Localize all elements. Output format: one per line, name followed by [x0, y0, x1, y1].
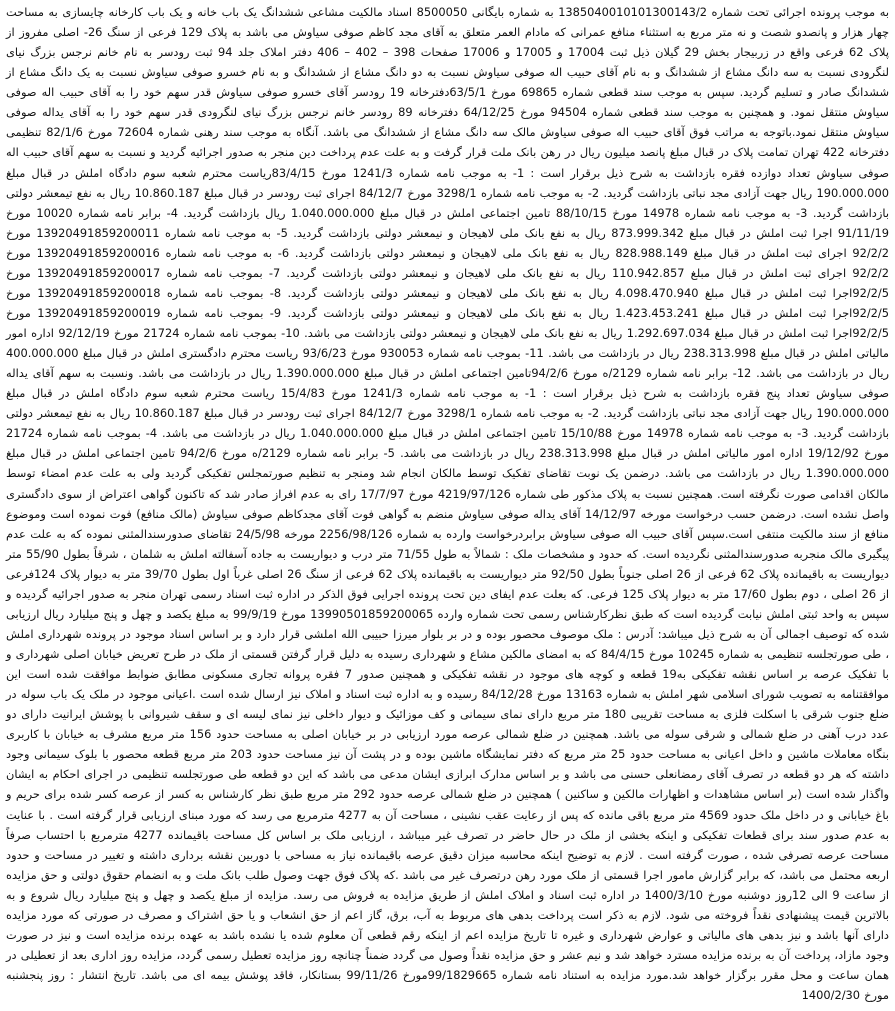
auction-notice-body: به موجب پرونده اجرائی تحت شماره 1385040010101300143/2 به شماره بایگانی 8500050 اسناد مالکیت مشاعی ششدانگ یک باب خانه و یک باب کارخانه چایسازی به مساحت چهار هزار و پانصدو شصت و نه متر مربع به استثناء منافع عمرانی که مادام العمر متعلق به آقای مجد کاظم صوفی سیاوش می باشد به پلاک 129 فرعی از سنگ 26- اصلی مفروز از پلاک 62 فرعی واقع در زربیجار بخش 29 گیلان ذیل ثبت 17004 و 17005 و 17006 صفحات 398 – 402 – 406 دفتر املاک جلد 94 ثبت رودسر به نام خانم نرجس بزرگ نیای لنگرودی نسبت به سه دانگ مشاع از ششدانگ و به نام آقای حبیب اله صوفی سیاوش نسبت به دو دانگ مشاع از ششدانگ و به نام خسرو صوفی سیاوش نسبت به یک دانگ مشاع از ششدانگ صادر و تسلیم گردید. سپس به موجب سند قطعی شماره 69865 مورخ 63/5/1دفترخانه 19 رودسر آقای خسرو صوفی سیاوش قدر سهم خود را به آقای حبیب اله صوفی سیاوش منتقل نمود. و همچنین به موجب سند قطعی شماره 94504 مورخ 64/12/25 دفترخانه 89 رودسر خانم نرجس بزرگ نیای لنگرودی قدر سهم خود را به آقای یداله صوفی سیاوش منتقل نمود.باتوجه به مراتب فوق آقای حبیب اله صوفی سیاوش مالک سه دانگ مشاع از ششدانگ می باشد. آنگاه به موجب سند رهنی شماره 72604 مورخ 82/1/6 تنظیمی دفترخانه 422 تهران تمامت پلاک در قبال مبلغ پانصد میلیون ریال در رهن بانک ملت قرار گرفت و به علت عدم پرداخت دین منجر به صدور اجرائیه گردید و نسبت به سهم آقای حبیب اله صوفی سیاوش تعداد دوازده فقره بازداشت به شرح ذیل برقرار است : 1- به موجب نامه شماره 1241/3 مورخ 83/4/15ریاست محترم شعبه سوم دادگاه املش در قبال مبلغ 190.000.000 ریال جهت آزادی مجد نباتی بازداشت گردید. 2- به موجب نامه شماره 3298/1 مورخ 84/12/7 اجرای ثبت رودسر در قبال مبلغ 10.860.187 ریال به نفع تیمعشر دولتی بازداشت گردید. 3- به موجب نامه شماره 14978 مورخ 88/10/15 تامین اجتماعی املش در قبال مبلغ 1.040.000.000 ریال بازداشت گردید. 4- برابر نامه شماره 10020 مورخ 91/11/19 اجرا ثبت املش در قبال مبلغ 873.999.342 ریال به نفع بانک ملی لاهیجان و نیمعشر دولتی بازداشت گردید. 5- به موجب نامه شماره 13920491859200011 مورخ 92/2/2 اجرای ثبت املش در قبال مبلغ 828.988.149 ریال به نفع بانک ملی لاهیجان و نیمعشر دولتی بازداشت گردید. 6- به موجب نامه شماره 13920491859200016 مورخ 92/2/2 اجرای ثبت املش در قبال مبلغ 110.942.857 ریال به نفع بانک ملی لاهیجان و نیمعشر دولتی بازداشت گردید. 7- بموجب نامه شماره 13920491859200017 مورخ 92/2/5اجرا ثبت املش در قبال مبلغ 4.098.470.940 ریال به نفع بانک ملی لاهیجان و نیمعشر دولتی بازداشت گردید. 8- بموجب نامه شماره 13920491859200018 مورخ 92/2/5اجرا ثبت املش در قبال مبلغ 1.423.453.241 ریال به نفع بانک ملی لاهیجان و نیمعشر دولتی بازداشت گردید. 9- بموجب نامه شماره 13920491859200019 مورخ 92/2/5اجرا ثبت املش در قبال مبلغ 1.292.697.034 ریال به نفع بانک ملی لاهیجان و نیمعشر دولتی بازداشت می باشد. 10- بموجب نامه شماره 21724 مورخ 92/12/19 اداره امور مالیاتی املش در قبال مبلغ 238.313.998 ریال در بازداشت می باشد. 11- بموجب نامه شماره 930053 مورخ 93/6/23 ریاست محترم دادگستری املش در قبال مبلغ 400.000.000 ریال در بازداشت می باشد. 12- برابر نامه شماره 2129/ه مورخ 94/2/6تامین اجتماعی املش در قبال مبلغ 1.390.000.000 ریال در بازداشت می باشد. ونسبت به سهم آقای یداله صوفی سیاوش تعداد پنج فقره بازداشت به شرح ذیل برقرار است : 1- به موجب نامه شماره 1241/3 مورخ 15/4/83 ریاست محترم شعبه سوم دادگاه املش در قبال مبلغ 190.000.000 ریال جهت آزادی مجد نباتی بازداشت گردید. 2- به موجب نامه شماره 3298/1 مورخ 84/12/7 اجرای ثبت رودسر در قبال مبلغ 10.860.187 ریال به نفع تیمعشر دولتی بازداشت گردید. 3- به موجب نامه شماره 14978 مورخ 15/10/88 تامین اجتماعی املش در قبال مبلغ 1.040.000.000 ریال در بازداشت می باشد. 4- بموجب نامه شماره 21724 مورخ 19/12/92 اداره امور مالیاتی املش در قبال مبلغ 238.313.998 ریال در بازداشت می باشد. 5- برابر نامه شماره 2129/ه مورخ 94/2/6 تامین اجتماعی املش در قبال مبلغ 1.390.000.000 ریال در بازداشت می باشد. درضمن یک نوبت تقاضای تفکیک توسط مالکان انجام شد ومنجر به تنظیم صورتمجلس تفکیکی گردید ولی به علت عدم امضاء توسط مالکان اقدامی صورت نگرفته است. همچنین نسبت به پلاک مذکور طی شماره 4219/97/126 مورخ 17/7/97 رای به عدم افراز صادر شد که تاکنون گواهی اعتراض از سوی دادگستری واصل نشده است. درضمن حسب درخواست مورخه 14/12/97 آقای یداله صوفی سیاوش منضم به گواهی فوت آقای مجدکاظم صوفی سیاوش (مالک منافع) فوت نموده است وموضوع منافع از سند مالکیت منتفی است.سپس آقای حبیب اله صوفی سیاوش برابردرخواست وارده به شماره 2256/98/126 مورخه 24/5/98 تقاضای صدورسندالمثنی نموده که به علت عدم پیگیری مالک منجربه صدورسندالمثنی نگردیده است. که حدود و مشخصات ملک : شمالاً به طول 71/55 متر درب و دیواریست به جاده آسفالته املش به شلمان ، شرقاً بطول 55/90 متر دیواریست به باقیمانده پلاک 62 فرعی از 26 اصلی جنوباً بطول 92/50 متر دیواریست به باقیمانده پلاک 62 فرعی از سنگ 26 اصلی غرباً اول بطول 39/70 متر به دیوار پلاک 124فرعی از 26 اصلی ، دوم بطول 17/60 متر به دیوار پلاک 125 فرعی. که بعلت عدم ایفای دین تحت پرونده اجرایی فوق الذکر در اداره ثبت اسناد رسمی تهران منجر به صدور اجرائیه گردیده و سپس به واحد ثبتی املش نیابت گردیده است که طبق نظرکارشناس رسمی تحت شماره وارده 13990501859200065 مورخ 99/9/19 به مبلغ یکصد و چهل و پنج میلیارد ریال ارزیابی شده که توصیف اجمالی آن به شرح ذیل میباشد: آدرس : ملک موصوف محصور بوده و در بر بلوار میرزا حبیبی الله املشی قرار دارد و بر اساس اسناد موجود در پرونده شهرداری املش ، طی صورتجلسه تنظیمی به شماره 10245 مورخ 84/4/15 که به امضای مالکین مشاع و شهرداری رسیده به دلیل قرار گرفتن قسمتی از ملک در طرح تعریض خیابان اصلی شهرداری و با تفکیک عرصه بر اساس نقشه تفکیکی به19 قطعه و کوچه های موجود در نقشه تفکیکی و همچنین صدور 7 فقره پروانه تجاری مسکونی مطابق ضوابط موافقت شده است این موافقتنامه به تصویب شورای اسلامی شهر املش به شماره 13163 مورخ 84/12/28 رسیده و به اداره ثبت اسناد و املاک نیز ارسال شده است .اعیانی موجود در ملک یک باب سوله در ضلع جنوب شرقی با اسکلت فلزی به مساحت تقریبی 180 متر مربع دارای نمای سیمانی و کف موزائیک و دیوار داخلی نیز نمای لیسه ای و سقف شیروانی با پوشش ایرانیت دارای دو عدد درب آهنی در ضلع شمالی و شرقی سوله می باشد. همچنین در ضلع شمالی عرصه مورد ارزیابی در بر خیابان اصلی به مساحت حدود 156 متر مربع مشرف به خیابان با کاربری بنگاه معاملات ماشین و داخل اعیانی به مساحت حدود 25 متر مربع که دفتر نمایشگاه ماشین بوده و در پشت آن نیز مساحت حدود 203 متر مربع قطعه محصور با بلوک سیمانی وجود داشته که هر دو قطعه در تصرف آقای رمضانعلی حسنی می باشد و بر اساس مدارک ابرازی ایشان مدعی می باشد که این دو قطعه طی صورتجلسه تنظیمی در اجرای احکام به ایشان واگذار شده است (بر اساس مشاهدات و اظهارات مالکین و ساکنین ) همچنین در ضلع شمالی عرصه حدود 292 متر مربع طبق نظر کارشناس به کسر از عرصه کسر شده برای حریم و باغ خیابانی و در داخل ملک حدود 4569 متر مربع باقی مانده که پس از رعایت عقب نشینی ، مساحت آن به 4277 مترمربع می رسد که مورد مبنای ارزیابی قرار گرفته است . با عنایت به عدم صدور سند برای قطعات تفکیکی و اینکه بخشی از ملک در حال حاضر در تصرف غیر میباشد ، ارزیابی ملک بر اساس کل مساحت باقیمانده 4277 مترمربع با احتساب صرفاً مساحت عرصه تصرفی شده ، صورت گرفته است . لازم به توضیح اینکه محاسبه میزان دقیق عرصه باقیمانده نیاز به مساحی با دوربین نقشه برداری داشته و تغییر در مساحت و حدود اربعه محتمل می باشد، که برابر گزارش مامور اجرا قسمتی از ملک مورد رهن درتصرف غیر می باشد .که پلاک فوق جهت وصول طلب بانک ملت و به انضمام حقوق دولتی و حق مزایده از ساعت 9 الی 12روز دوشنبه مورخ 1400/3/10 در اداره ثبت اسناد و املاک املش از طریق مزایده به فروش می رسد. مزایده از مبلغ یکصد و چهل و پنج میلیارد ریال شروع و به بالاترین قیمت پیشنهادی نقداً فروخته می شود. لازم به ذکر است پرداخت بدهی های مربوط به آب، برق، گاز اعم از حق انشعاب و یا حق اشتراک و مصرف در صورتی که مورد مزایده دارای آنها باشد و نیز بدهی های مالیاتی و عوارض شهرداری و غیره تا تاریخ مزایده اعم از اینکه رقم قطعی آن معلوم شده یا نشده باشد به عهده برنده مزایده است و نیز در صورت وجود مازاد، پرداخت آن به برنده مزایده مسترد خواهد شد و نیم عشر و حق مزایده نقداً وصول می گردد ضمناً چنانچه روز مزایده تعطیل رسمی گردد، مزایده روز اداری بعد از تعطیلی در همان ساعت و محل مقرر برگزار خواهد شد.مورد مزایده به استناد نامه شماره 99/1829665مورخ 99/11/26 بستانکار، فاقد پوشش بیمه ای می باشد. تاریخ انتشار : روز پنجشنبه مورخ 1400/2/30	[6, 5, 890, 1003]
